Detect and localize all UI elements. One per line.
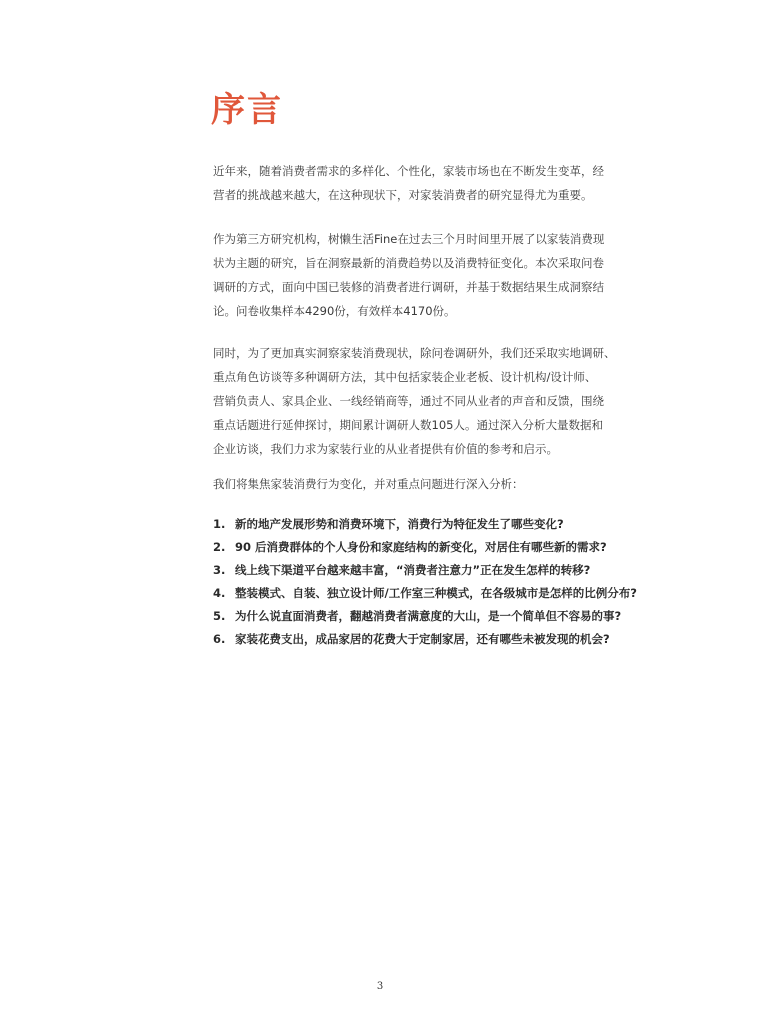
paragraph-line: 状为主题的研究，旨在洞察最新的消费趋势以及消费特征变化。本次采取问卷 [213,256,604,270]
paragraph-line: 重点话题进行延伸探讨，期间累计调研人数105人。通过深入分析大量数据和 [213,418,603,432]
list-item-number: 6. [213,632,226,646]
paragraph-line: 作为第三方研究机构，树懒生活Fine在过去三个月时间里开展了以家装消费现 [213,232,605,246]
paragraph-line: 重点角色访谈等多种调研方法，其中包括家装企业老板、设计机构/设计师、 [213,370,597,384]
list-item [213,559,653,582]
list-item-text: 整装模式、自装、独立设计师/工作室三种模式，在各级城市是怎样的比例分布? [235,586,637,600]
question-list [213,513,653,651]
list-item-text: 线上线下渠道平台越来越丰富，“消费者注意力”正在发生怎样的转移? [235,563,591,577]
paragraph-line: 调研的方式，面向中国已装修的消费者进行调研，并基于数据结果生成洞察结 [213,280,604,294]
list-item [213,605,653,628]
paragraph-focus [213,472,653,496]
paragraph-line: 营销负责人、家具企业、一线经销商等，通过不同从业者的声音和反馈，围绕 [213,394,604,408]
list-item-text: 为什么说直面消费者，翻越消费者满意度的大山，是一个简单但不容易的事? [235,609,622,623]
list-item-text: 90 后消费群体的个人身份和家庭结构的新变化，对居住有哪些新的需求? [235,540,607,554]
list-item [213,536,653,559]
paragraph-intro [213,159,653,207]
list-item-text: 家装花费支出，成品家居的花费大于定制家居，还有哪些未被发现的机会? [235,632,610,646]
list-item-number: 5. [213,609,226,623]
list-item [213,582,653,605]
paragraph-methods [213,341,653,461]
list-item-number: 2. [213,540,226,554]
page-title: 序言 [211,90,283,130]
page-number: 3 [376,981,384,992]
paragraph-research [213,227,653,323]
list-item-text: 新的地产发展形势和消费环境下，消费行为特征发生了哪些变化? [235,517,564,531]
paragraph-line: 我们将集焦家装消费行为变化，并对重点问题进行深入分析： [213,477,524,491]
paragraph-line: 近年来，随着消费者需求的多样化、个性化，家装市场也在不断发生变革，经 [213,164,604,178]
list-item-number: 4. [213,586,226,600]
list-item-number: 3. [213,563,226,577]
paragraph-line: 论。问卷收集样本4290份，有效样本4170份。 [213,304,456,318]
list-item [213,513,653,536]
paragraph-line: 企业访谈，我们力求为家装行业的从业者提供有价值的参考和启示。 [213,442,558,456]
paragraph-line: 营者的挑战越来越大，在这种现状下，对家装消费者的研究显得尤为重要。 [213,188,593,202]
paragraph-line: 同时，为了更加真实洞察家装消费现状，除问卷调研外，我们还采取实地调研、 [213,346,616,360]
list-item [213,628,653,651]
list-item-number: 1. [213,517,226,531]
